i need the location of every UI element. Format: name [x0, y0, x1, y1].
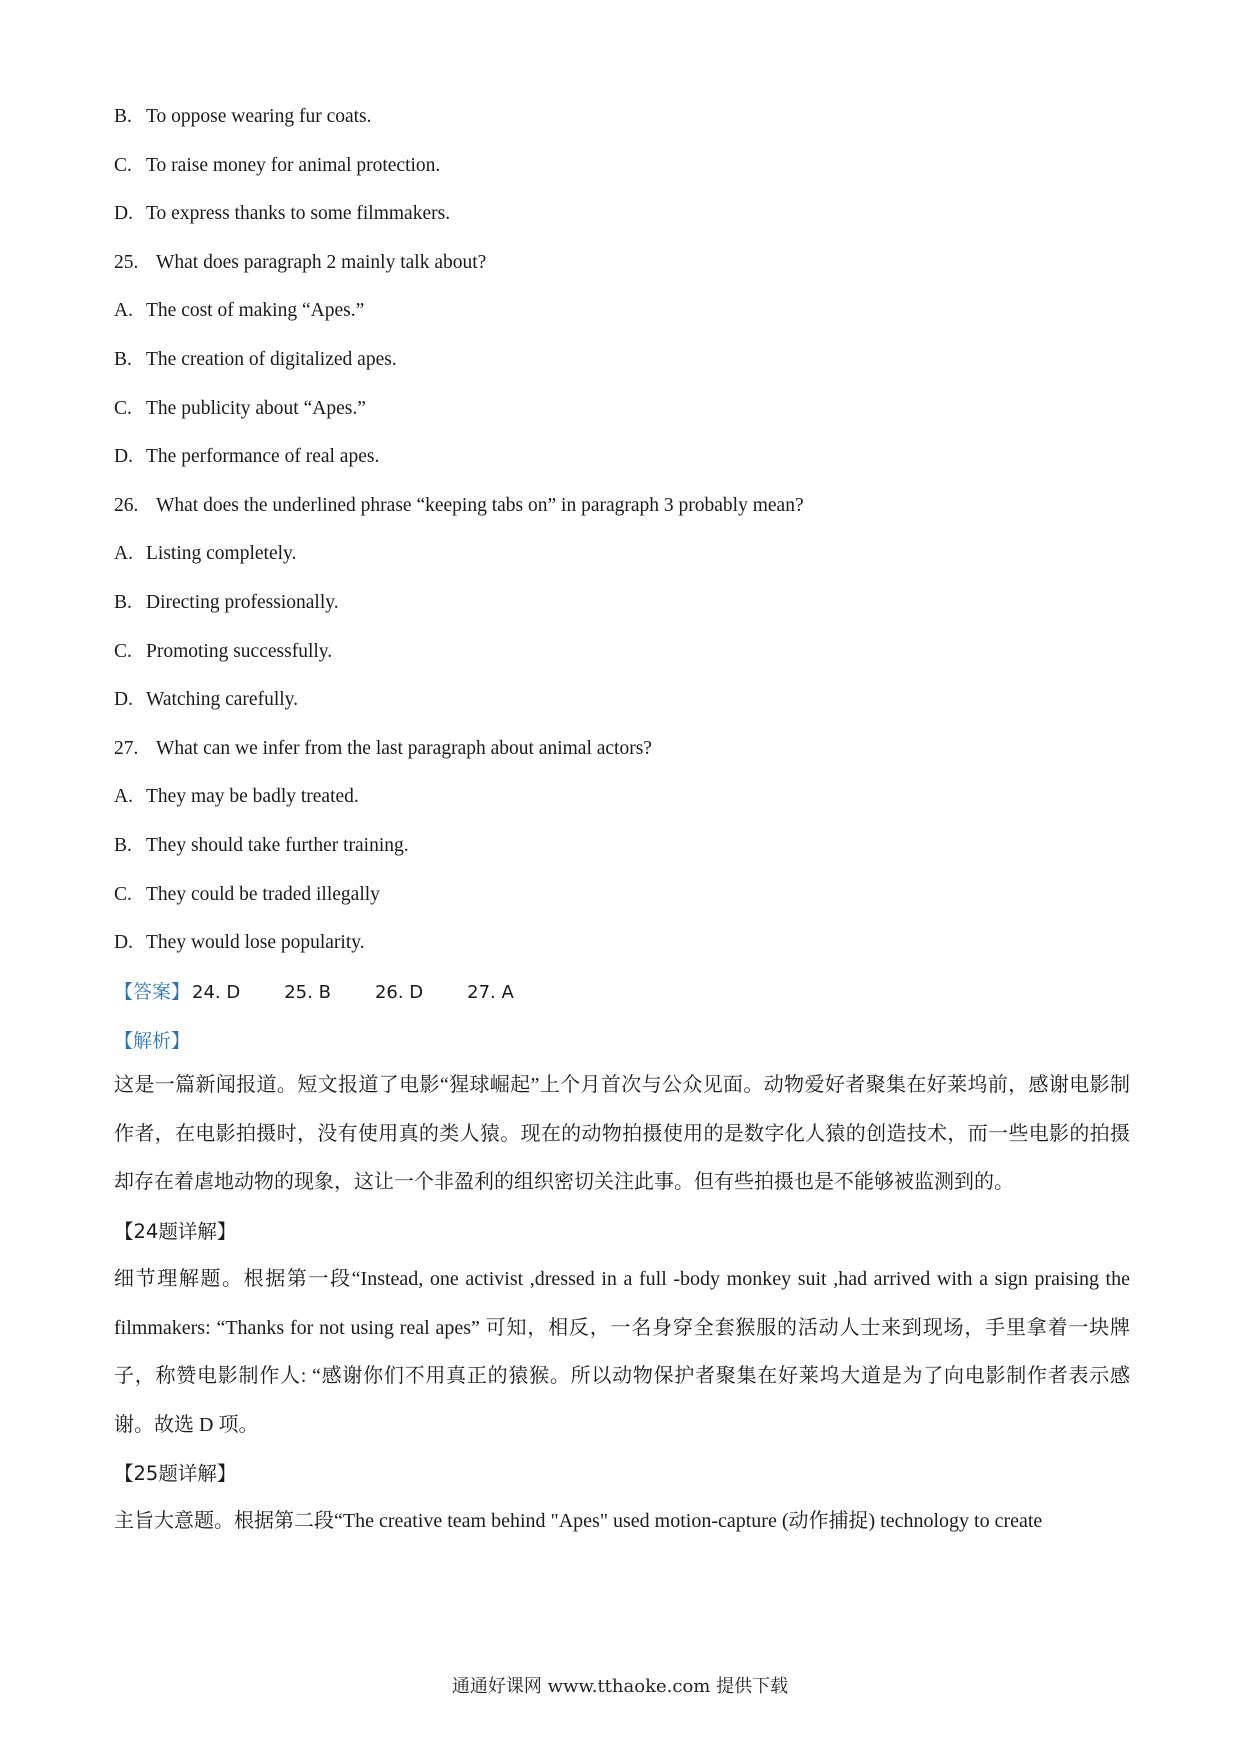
detail-24-heading: 【24题详解】 [114, 1220, 237, 1244]
option-b: B. The creation of digitalized apes. [114, 348, 397, 370]
answer-item: 24. D [192, 981, 241, 1003]
option-c: C. The publicity about “Apes.” [114, 397, 366, 419]
question-27-stem: 27. What can we infer from the last paragraph about animal actors? [114, 737, 652, 759]
option-a: A. Listing completely. [114, 543, 297, 565]
option-c: C. To raise money for animal protection. [114, 154, 441, 176]
analysis-text: 这是一篇新闻报道。短文报道了电影“猩球崛起”上个月首次与公众见面。动物爱好者聚集在好莱坞前，感谢电影制作者，在电影拍摄时，没有使用真的类人猿。现在的动物拍摄使用的是数字化人猿的创造技术，而一些电影的拍摄却存在着虐地动物的现象，这让一个非盈利的组织密切关注此事。但有些拍摄也是不能够被监测到的。 [114, 1074, 1130, 1194]
analysis-tag: 【解析】 [114, 1030, 191, 1053]
exam-page [114, 104, 1130, 1546]
answer-key [114, 979, 1130, 1006]
question-26 [114, 493, 1130, 713]
option-d: D. Watching carefully. [114, 689, 299, 711]
question-25 [114, 250, 1130, 470]
detail-25-text: 主旨大意题。根据第二段“The creative team behind "Apes" used motion-capture (动作捕捉) technology to create [114, 1510, 1043, 1533]
option-c: C. Promoting successfully. [114, 640, 333, 662]
question-27 [114, 736, 1130, 956]
option-b: B. To oppose wearing fur coats. [114, 106, 372, 127]
analysis-heading [114, 1028, 1130, 1055]
answer-item: 27. A [467, 981, 514, 1003]
option-b: B. Directing professionally. [114, 591, 339, 613]
option-d: D. They would lose popularity. [114, 932, 365, 954]
option-d: D. The performance of real apes. [114, 446, 380, 468]
detail-25-heading: 【25题详解】 [114, 1462, 237, 1486]
answer-tag: 【答案】 [114, 980, 191, 1003]
page-footer: 通通好课网 www.tthaoke.com 提供下载 [451, 1676, 789, 1697]
q24-options [114, 104, 1130, 227]
option-d: D. To express thanks to some filmmakers. [114, 203, 451, 225]
question-26-stem: 26. What does the underlined phrase “keeping tabs on” in paragraph 3 probably mean? [114, 494, 804, 516]
option-b: B. They should take further training. [114, 834, 409, 856]
answer-item: 25. B [284, 981, 331, 1003]
detail-24-text: 细节理解题。根据第一段“Instead, one activist ,dressed in a full -body monkey suit ,had arrived with a sign praising the filmmakers: “Thanks for not using real apes” 可知，相反，一名身穿全套猴服的活动人士来到现场，手里拿着一块牌子，称赞电影制作人: “感谢你们不用真正的猿猴。所以动物保护者聚集在好莱坞大道是为了向电影制作者表示感谢。故选 D 项。 [114, 1268, 1130, 1436]
question-25-stem: 25. What does paragraph 2 mainly talk about? [114, 251, 487, 273]
option-a: A. The cost of making “Apes.” [114, 300, 365, 322]
answer-item: 26. D [374, 981, 424, 1003]
option-c: C. They could be traded illegally [114, 883, 380, 905]
option-a: A. They may be badly treated. [114, 786, 359, 808]
